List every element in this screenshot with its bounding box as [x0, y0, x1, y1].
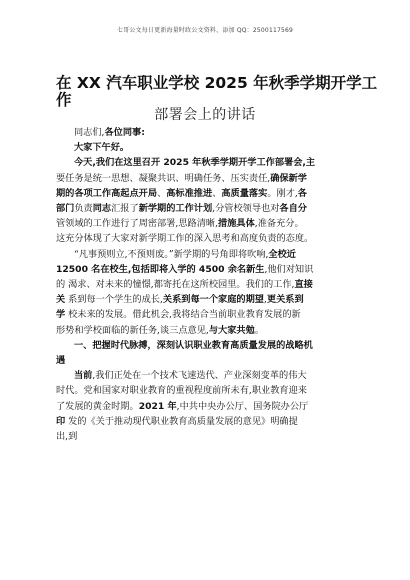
document-subtitle: 部署会上的讲话: [154, 107, 256, 123]
section-heading-1: 一、把握时代脉搏，深刻认识职业教育高质量发展的战略机 遇: [56, 339, 313, 367]
paragraph-3: 当前,我们正处在一个技术飞速迭代、产业深刻变革的伟大 时代。党和国家对职业教育的重视程度前所未有,职业教育迎来 了发展的黄金时期。2021 年,中共中央办公厅、国务院办公厅 印 发的《关于推动现代职业教育高质量发展的意见》明确提 出,到: [56, 370, 309, 443]
header-note: 七哥公文每日更新海量时政公文资料，添加 QQ：2500117569: [116, 27, 294, 34]
good-afternoon: 大家下午好。: [74, 142, 130, 154]
paragraph-1: 今天,我们在这里召开 2025 年秋季学期开学工作部署会,主 要任务是统一思想、凝聚共识、明确任务、压实责任,确保新学 期的各项工作高起点开局、高标准推进、高质量落实。刚才,各 部门负责同志汇报了新学期的工作计划,分管校领导也对各自分 管领域的工作进行了周密部署,思路清晰,措施具体,准备充分。 这充分体现了大家对新学期工作的深入思考和高度负责的态度。: [56, 157, 316, 245]
speech-body: [56, 125, 356, 444]
paragraph-2: “凡事预则立,不预则废。”新学期的号角即将吹响,全校近 12500 名在校生,包括即将入学的 4500 余名新生,他们对知识 的 渴求、对未来的憧憬,都寄托在这所校园里。我们的工作,直接 关 系到每一个学生的成长,关系到每一个家庭的期望,更关系到 学 校未来的发展。借此机会,我将结合当前职业教育发展的新 形势和学校面临的新任务,谈三点意见,与大家共勉。: [56, 248, 314, 336]
greeting: 同志们,各位同事:: [74, 127, 145, 138]
document-title-line2: 作: [56, 91, 72, 109]
document-title-line1: 在 XX 汽车职业学校 2025 年秋季学期开学工: [56, 74, 378, 92]
